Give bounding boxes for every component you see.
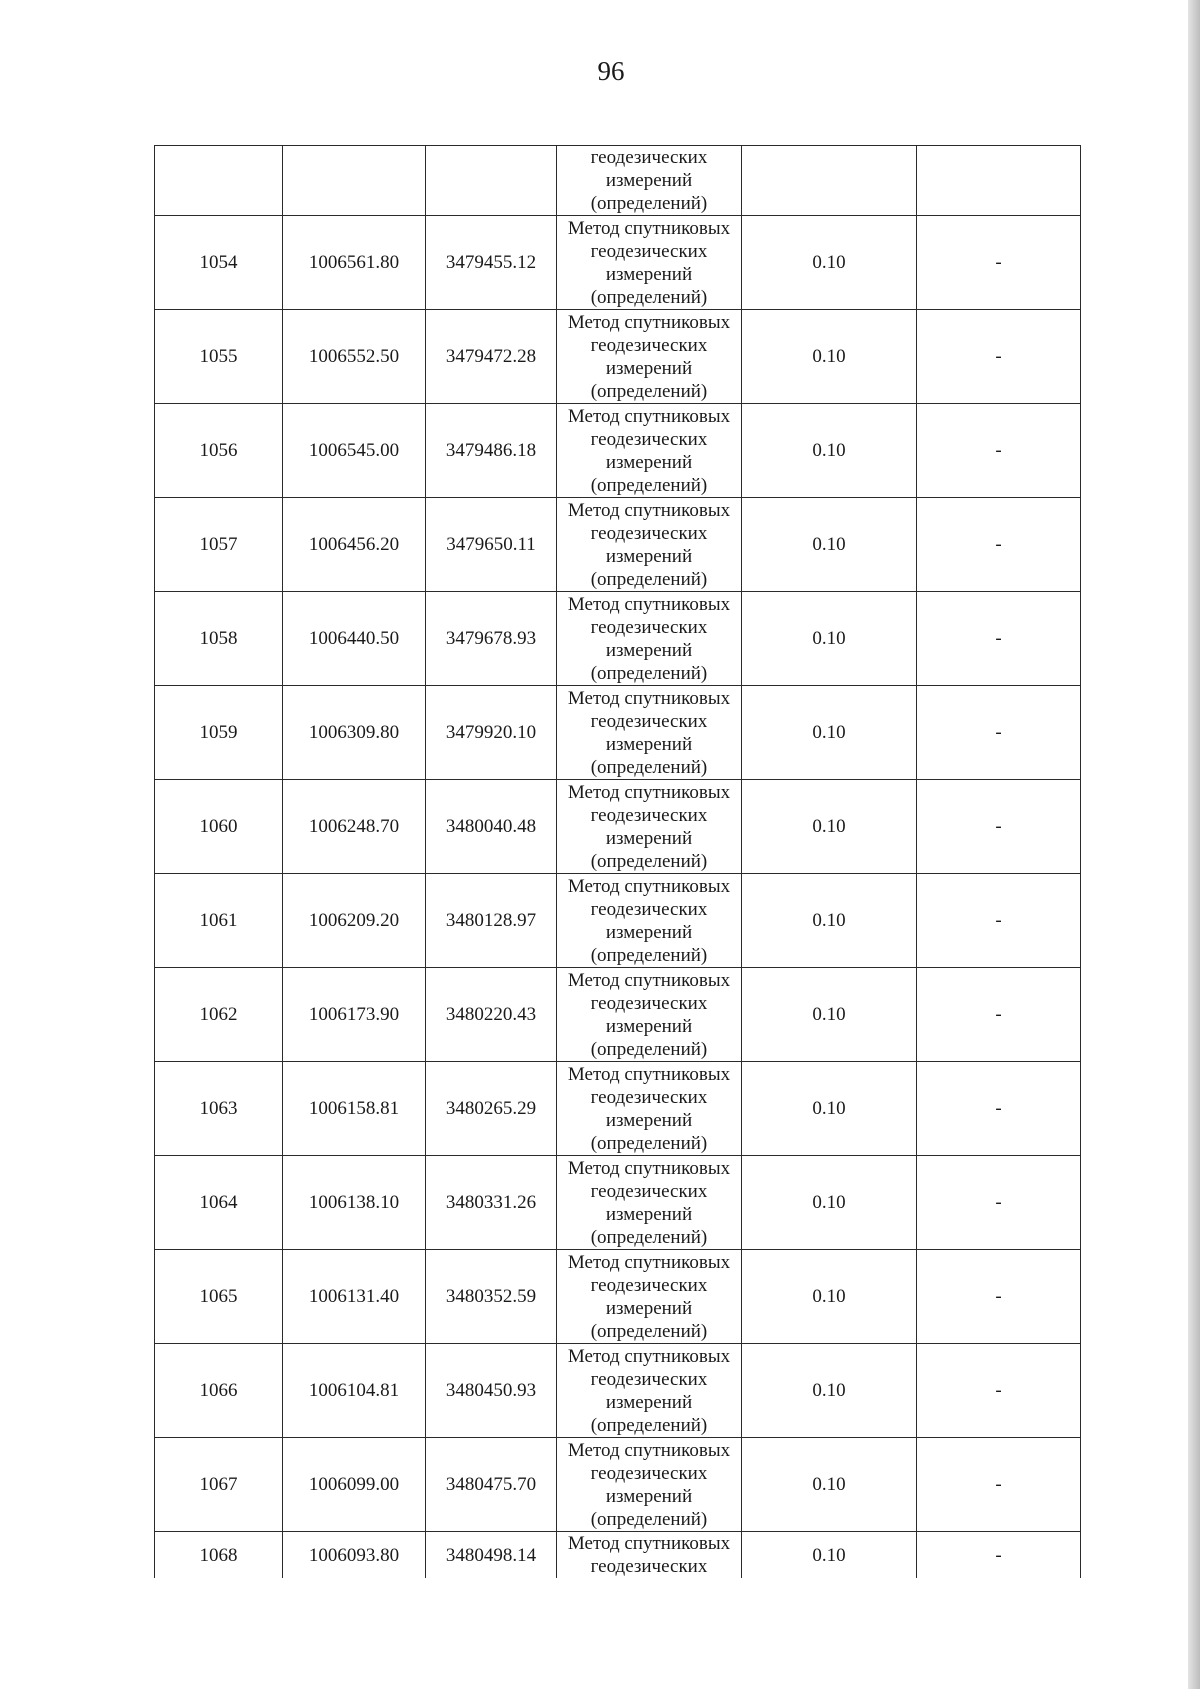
accuracy-cell: 0.10	[742, 498, 917, 592]
method-line: (определений)	[590, 286, 708, 308]
method-line: геодезических	[590, 616, 708, 638]
method-line: измерений	[605, 263, 693, 285]
method-line: геодезических	[590, 428, 708, 450]
method-line: измерений	[605, 1485, 693, 1507]
y-cell: 3480498.14	[426, 1532, 557, 1579]
accuracy-cell	[742, 146, 917, 216]
method-line: геодезических	[590, 1180, 708, 1202]
note-cell: -	[917, 1532, 1081, 1579]
table-row	[155, 1156, 1081, 1250]
method-line: измерений	[605, 545, 693, 567]
note-cell: -	[917, 1062, 1081, 1156]
accuracy-cell: 0.10	[742, 1062, 917, 1156]
method-line: измерений	[605, 827, 693, 849]
method-line: измерений	[605, 1203, 693, 1225]
y-cell: 3480450.93	[426, 1344, 557, 1438]
method-cell	[557, 1156, 742, 1250]
method-cell	[557, 874, 742, 968]
x-cell: 1006248.70	[283, 780, 426, 874]
method-line: геодезических	[590, 1368, 708, 1390]
table-row	[155, 1438, 1081, 1532]
table-row	[155, 1344, 1081, 1438]
table-row-cut	[155, 1532, 1081, 1579]
y-cell: 3480331.26	[426, 1156, 557, 1250]
method-line: (определений)	[590, 1226, 708, 1248]
x-cell: 1006209.20	[283, 874, 426, 968]
point-cell: 1066	[155, 1344, 283, 1438]
table-row	[155, 216, 1081, 310]
point-cell: 1065	[155, 1250, 283, 1344]
note-cell: -	[917, 1344, 1081, 1438]
x-cell: 1006104.81	[283, 1344, 426, 1438]
note-cell: -	[917, 498, 1081, 592]
method-line: измерений	[605, 1391, 693, 1413]
y-cell: 3480352.59	[426, 1250, 557, 1344]
table-row	[155, 874, 1081, 968]
method-line: (определений)	[590, 380, 708, 402]
method-line: измерений	[605, 639, 693, 661]
accuracy-cell: 0.10	[742, 592, 917, 686]
y-cell: 3479455.12	[426, 216, 557, 310]
method-line: Метод спутниковых	[567, 1439, 731, 1461]
method-line: измерений	[605, 170, 693, 191]
method-line: Метод спутниковых	[567, 405, 731, 427]
x-cell	[283, 146, 426, 216]
method-line: (определений)	[590, 662, 708, 684]
x-cell: 1006093.80	[283, 1532, 426, 1579]
x-cell: 1006099.00	[283, 1438, 426, 1532]
method-cell	[557, 498, 742, 592]
note-cell: -	[917, 968, 1081, 1062]
note-cell: -	[917, 686, 1081, 780]
method-line: измерений	[605, 1109, 693, 1131]
method-cell	[557, 1250, 742, 1344]
point-cell: 1059	[155, 686, 283, 780]
method-line: измерений	[605, 1297, 693, 1319]
accuracy-cell: 0.10	[742, 1532, 917, 1579]
point-cell: 1057	[155, 498, 283, 592]
method-line: Метод спутниковых	[567, 217, 731, 239]
y-cell: 3480220.43	[426, 968, 557, 1062]
table-row	[155, 404, 1081, 498]
point-cell	[155, 146, 283, 216]
coordinates-table	[154, 145, 1081, 1578]
y-cell: 3480265.29	[426, 1062, 557, 1156]
table-row	[155, 1250, 1081, 1344]
x-cell: 1006131.40	[283, 1250, 426, 1344]
table-row	[155, 592, 1081, 686]
y-cell: 3479650.11	[426, 498, 557, 592]
accuracy-cell: 0.10	[742, 404, 917, 498]
note-cell: -	[917, 1156, 1081, 1250]
method-cell	[557, 592, 742, 686]
method-line: геодезических	[590, 710, 708, 732]
note-cell: -	[917, 1438, 1081, 1532]
table-row	[155, 498, 1081, 592]
point-cell: 1060	[155, 780, 283, 874]
method-line: геодезических	[590, 522, 708, 544]
method-line: измерений	[605, 357, 693, 379]
table-row	[155, 780, 1081, 874]
x-cell: 1006545.00	[283, 404, 426, 498]
method-cell	[557, 404, 742, 498]
method-line: (определений)	[590, 944, 708, 966]
point-cell: 1055	[155, 310, 283, 404]
method-line: Метод спутниковых	[567, 687, 731, 709]
method-line: измерений	[605, 1015, 693, 1037]
point-cell: 1067	[155, 1438, 283, 1532]
method-line: измерений	[605, 451, 693, 473]
method-line: измерений	[605, 921, 693, 943]
method-line: Метод спутниковых	[567, 781, 731, 803]
accuracy-cell: 0.10	[742, 1344, 917, 1438]
method-line: геодезических	[590, 804, 708, 826]
y-cell	[426, 146, 557, 216]
note-cell: -	[917, 1250, 1081, 1344]
method-line: (определений)	[590, 1038, 708, 1060]
method-cell	[557, 968, 742, 1062]
method-line: геодезических	[590, 992, 708, 1014]
accuracy-cell: 0.10	[742, 968, 917, 1062]
method-line: Метод спутниковых	[567, 875, 731, 897]
method-line: измерений	[605, 733, 693, 755]
method-line: Метод спутниковых	[567, 1157, 731, 1179]
note-cell: -	[917, 874, 1081, 968]
method-line: Метод спутниковых	[567, 311, 731, 333]
point-cell: 1062	[155, 968, 283, 1062]
point-cell: 1054	[155, 216, 283, 310]
method-cell	[557, 1438, 742, 1532]
accuracy-cell: 0.10	[742, 686, 917, 780]
page-number: 96	[597, 56, 625, 86]
accuracy-cell: 0.10	[742, 1250, 917, 1344]
method-line: (определений)	[590, 193, 708, 214]
y-cell: 3480475.70	[426, 1438, 557, 1532]
method-line: Метод спутниковых	[567, 1345, 731, 1367]
table-row	[155, 1062, 1081, 1156]
accuracy-cell: 0.10	[742, 1438, 917, 1532]
x-cell: 1006138.10	[283, 1156, 426, 1250]
method-line: геодезических	[590, 1556, 708, 1577]
point-cell: 1058	[155, 592, 283, 686]
method-line: Метод спутниковых	[567, 1533, 731, 1554]
x-cell: 1006158.81	[283, 1062, 426, 1156]
table-row	[155, 968, 1081, 1062]
method-line: геодезических	[590, 334, 708, 356]
accuracy-cell: 0.10	[742, 310, 917, 404]
note-cell	[917, 146, 1081, 216]
method-line: (определений)	[590, 1414, 708, 1436]
x-cell: 1006440.50	[283, 592, 426, 686]
table-row-continuation	[155, 146, 1081, 216]
method-line: (определений)	[590, 850, 708, 872]
accuracy-cell: 0.10	[742, 780, 917, 874]
method-cell	[557, 1344, 742, 1438]
point-cell: 1064	[155, 1156, 283, 1250]
accuracy-cell: 0.10	[742, 874, 917, 968]
accuracy-cell: 0.10	[742, 1156, 917, 1250]
method-line: Метод спутниковых	[567, 1063, 731, 1085]
table-row	[155, 686, 1081, 780]
point-cell: 1056	[155, 404, 283, 498]
x-cell: 1006561.80	[283, 216, 426, 310]
scan-edge	[1188, 0, 1200, 1689]
method-line: геодезических	[590, 1274, 708, 1296]
coordinates-table-body	[155, 146, 1081, 1579]
point-cell: 1068	[155, 1532, 283, 1579]
x-cell: 1006456.20	[283, 498, 426, 592]
method-line: (определений)	[590, 1320, 708, 1342]
note-cell: -	[917, 310, 1081, 404]
method-line: геодезических	[590, 240, 708, 262]
method-line: геодезических	[590, 147, 708, 168]
y-cell: 3479920.10	[426, 686, 557, 780]
y-cell: 3480040.48	[426, 780, 557, 874]
point-cell: 1061	[155, 874, 283, 968]
method-line: Метод спутниковых	[567, 499, 731, 521]
method-cell	[557, 780, 742, 874]
method-cell	[557, 216, 742, 310]
x-cell: 1006309.80	[283, 686, 426, 780]
y-cell: 3479486.18	[426, 404, 557, 498]
method-line: Метод спутниковых	[567, 1251, 731, 1273]
method-cell	[557, 310, 742, 404]
note-cell: -	[917, 216, 1081, 310]
accuracy-cell: 0.10	[742, 216, 917, 310]
point-cell: 1063	[155, 1062, 283, 1156]
table-row	[155, 310, 1081, 404]
method-line: геодезических	[590, 1086, 708, 1108]
note-cell: -	[917, 592, 1081, 686]
method-cell	[557, 146, 742, 216]
method-cell	[557, 686, 742, 780]
method-line: (определений)	[590, 474, 708, 496]
y-cell: 3480128.97	[426, 874, 557, 968]
note-cell: -	[917, 404, 1081, 498]
method-line: геодезических	[590, 1462, 708, 1484]
method-line: Метод спутниковых	[567, 969, 731, 991]
method-line: геодезических	[590, 898, 708, 920]
x-cell: 1006173.90	[283, 968, 426, 1062]
method-line: Метод спутниковых	[567, 593, 731, 615]
method-cell	[557, 1062, 742, 1156]
method-line: (определений)	[590, 1508, 708, 1530]
method-line: (определений)	[590, 568, 708, 590]
method-cell	[557, 1532, 742, 1579]
y-cell: 3479472.28	[426, 310, 557, 404]
y-cell: 3479678.93	[426, 592, 557, 686]
method-line: (определений)	[590, 1132, 708, 1154]
x-cell: 1006552.50	[283, 310, 426, 404]
method-line: (определений)	[590, 756, 708, 778]
note-cell: -	[917, 780, 1081, 874]
